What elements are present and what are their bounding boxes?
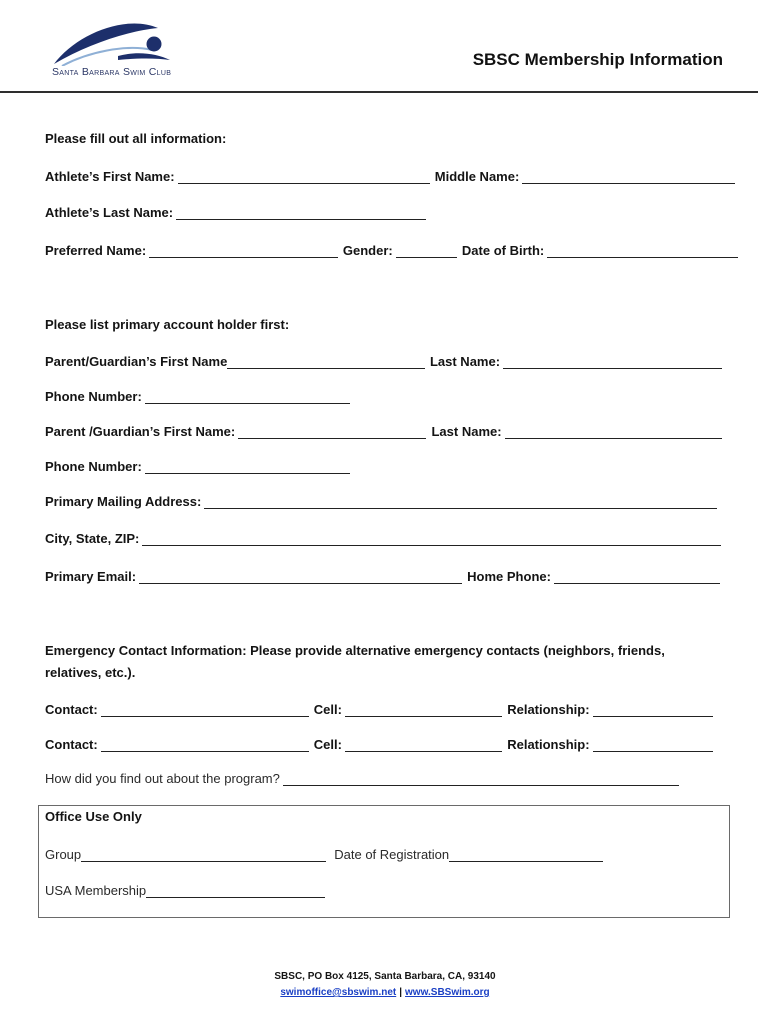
office-use-heading: Office Use Only: [45, 809, 142, 824]
guardian-2-phone-row: [45, 459, 350, 475]
emergency-contact-1-row: [45, 702, 713, 718]
guardian-2-phone-label: Phone Number:: [45, 459, 142, 474]
mailing-address-label: Primary Mailing Address:: [45, 494, 202, 509]
city-state-zip-row: [45, 531, 721, 547]
guardian-2-first-name-field[interactable]: [238, 425, 426, 439]
guardian-2-phone-field[interactable]: [145, 460, 350, 474]
contact-1-label: Contact:: [45, 702, 98, 717]
footer-separator: |: [399, 987, 403, 998]
gender-field[interactable]: [396, 244, 457, 258]
gender-label: Gender:: [342, 243, 393, 258]
footer-address: SBSC, PO Box 4125, Santa Barbara, CA, 93140: [274, 971, 496, 982]
guardian-1-last-name-label: Last Name:: [429, 354, 501, 369]
usa-membership-field[interactable]: [146, 884, 325, 898]
mailing-address-field[interactable]: [204, 495, 717, 509]
header-divider: [0, 91, 758, 93]
athlete-name-row: [45, 169, 735, 185]
athlete-last-name-row: [45, 205, 426, 221]
athlete-last-name-field[interactable]: [176, 206, 426, 220]
guardian-2-last-name-field[interactable]: [505, 425, 722, 439]
page-title: SBSC Membership Information: [472, 50, 723, 69]
group-label: Group: [45, 847, 82, 862]
swimmer-logo-icon: [48, 16, 188, 66]
referral-row: [45, 771, 679, 787]
contact-2-cell-label: Cell:: [313, 737, 342, 752]
guardian-2-first-name-label: Parent /Guardian’s First Name:: [45, 424, 236, 439]
middle-name-label: Middle Name:: [434, 169, 520, 184]
date-of-birth-label: Date of Birth:: [461, 243, 545, 258]
guardian-1-first-name-label: Parent/Guardian’s First Name: [45, 354, 228, 369]
mailing-address-row: [45, 494, 717, 510]
athlete-section-heading: Please fill out all information:: [45, 131, 227, 146]
date-of-birth-field[interactable]: [547, 244, 738, 258]
athlete-first-name-field[interactable]: [178, 170, 430, 184]
home-phone-field[interactable]: [554, 570, 720, 584]
guardian-1-phone-row: [45, 389, 350, 405]
office-group-row: [45, 847, 603, 863]
group-field[interactable]: [81, 848, 326, 862]
contact-2-field[interactable]: [101, 738, 309, 752]
athlete-details-row: [45, 243, 738, 259]
contact-2-label: Contact:: [45, 737, 98, 752]
contact-1-relationship-label: Relationship:: [507, 702, 590, 717]
guardian-1-first-name-field[interactable]: [227, 355, 425, 369]
club-logo: [48, 16, 188, 86]
guardian-2-name-row: [45, 424, 722, 440]
website-link[interactable]: www.SBSwim.org: [405, 987, 490, 998]
referral-field[interactable]: [283, 772, 679, 786]
preferred-name-label: Preferred Name:: [45, 243, 147, 258]
contact-1-cell-label: Cell:: [313, 702, 342, 717]
athlete-last-name-label: Athlete’s Last Name:: [45, 205, 174, 220]
registration-date-label: Date of Registration: [334, 847, 450, 862]
primary-email-field[interactable]: [139, 570, 462, 584]
city-state-zip-field[interactable]: [142, 532, 721, 546]
guardian-1-phone-label: Phone Number:: [45, 389, 142, 404]
logo-wordmark: Santa Barbara Swim Club: [52, 66, 172, 78]
contact-2-cell-field[interactable]: [345, 738, 502, 752]
contact-1-field[interactable]: [101, 703, 309, 717]
referral-label: How did you find out about the program?: [45, 771, 280, 786]
contact-1-relationship-field[interactable]: [593, 703, 713, 717]
emergency-contact-2-row: [45, 737, 713, 753]
guardian-1-last-name-field[interactable]: [503, 355, 722, 369]
preferred-name-field[interactable]: [149, 244, 338, 258]
emergency-section-heading: Emergency Contact Information: Please provide alternative emergency contacts (neighbors, friends, relatives, etc.).: [45, 643, 665, 680]
contact-1-cell-field[interactable]: [345, 703, 502, 717]
guardian-1-name-row: [45, 354, 722, 370]
email-phone-row: [45, 569, 720, 585]
guardian-1-phone-field[interactable]: [145, 390, 350, 404]
registration-date-field[interactable]: [449, 848, 603, 862]
athlete-first-name-label: Athlete’s First Name:: [45, 169, 175, 184]
usa-membership-row: [45, 883, 325, 899]
home-phone-label: Home Phone:: [467, 569, 551, 584]
guardian-2-last-name-label: Last Name:: [431, 424, 502, 439]
account-section-heading: Please list primary account holder first:: [45, 317, 290, 332]
usa-membership-label: USA Membership: [45, 883, 147, 898]
city-state-zip-label: City, State, ZIP:: [45, 531, 140, 546]
email-link[interactable]: swimoffice@sbswim.net: [280, 987, 397, 998]
footer-links: [0, 986, 770, 1000]
contact-2-relationship-label: Relationship:: [507, 737, 590, 752]
primary-email-label: Primary Email:: [45, 569, 137, 584]
contact-2-relationship-field[interactable]: [593, 738, 713, 752]
middle-name-field[interactable]: [522, 170, 735, 184]
